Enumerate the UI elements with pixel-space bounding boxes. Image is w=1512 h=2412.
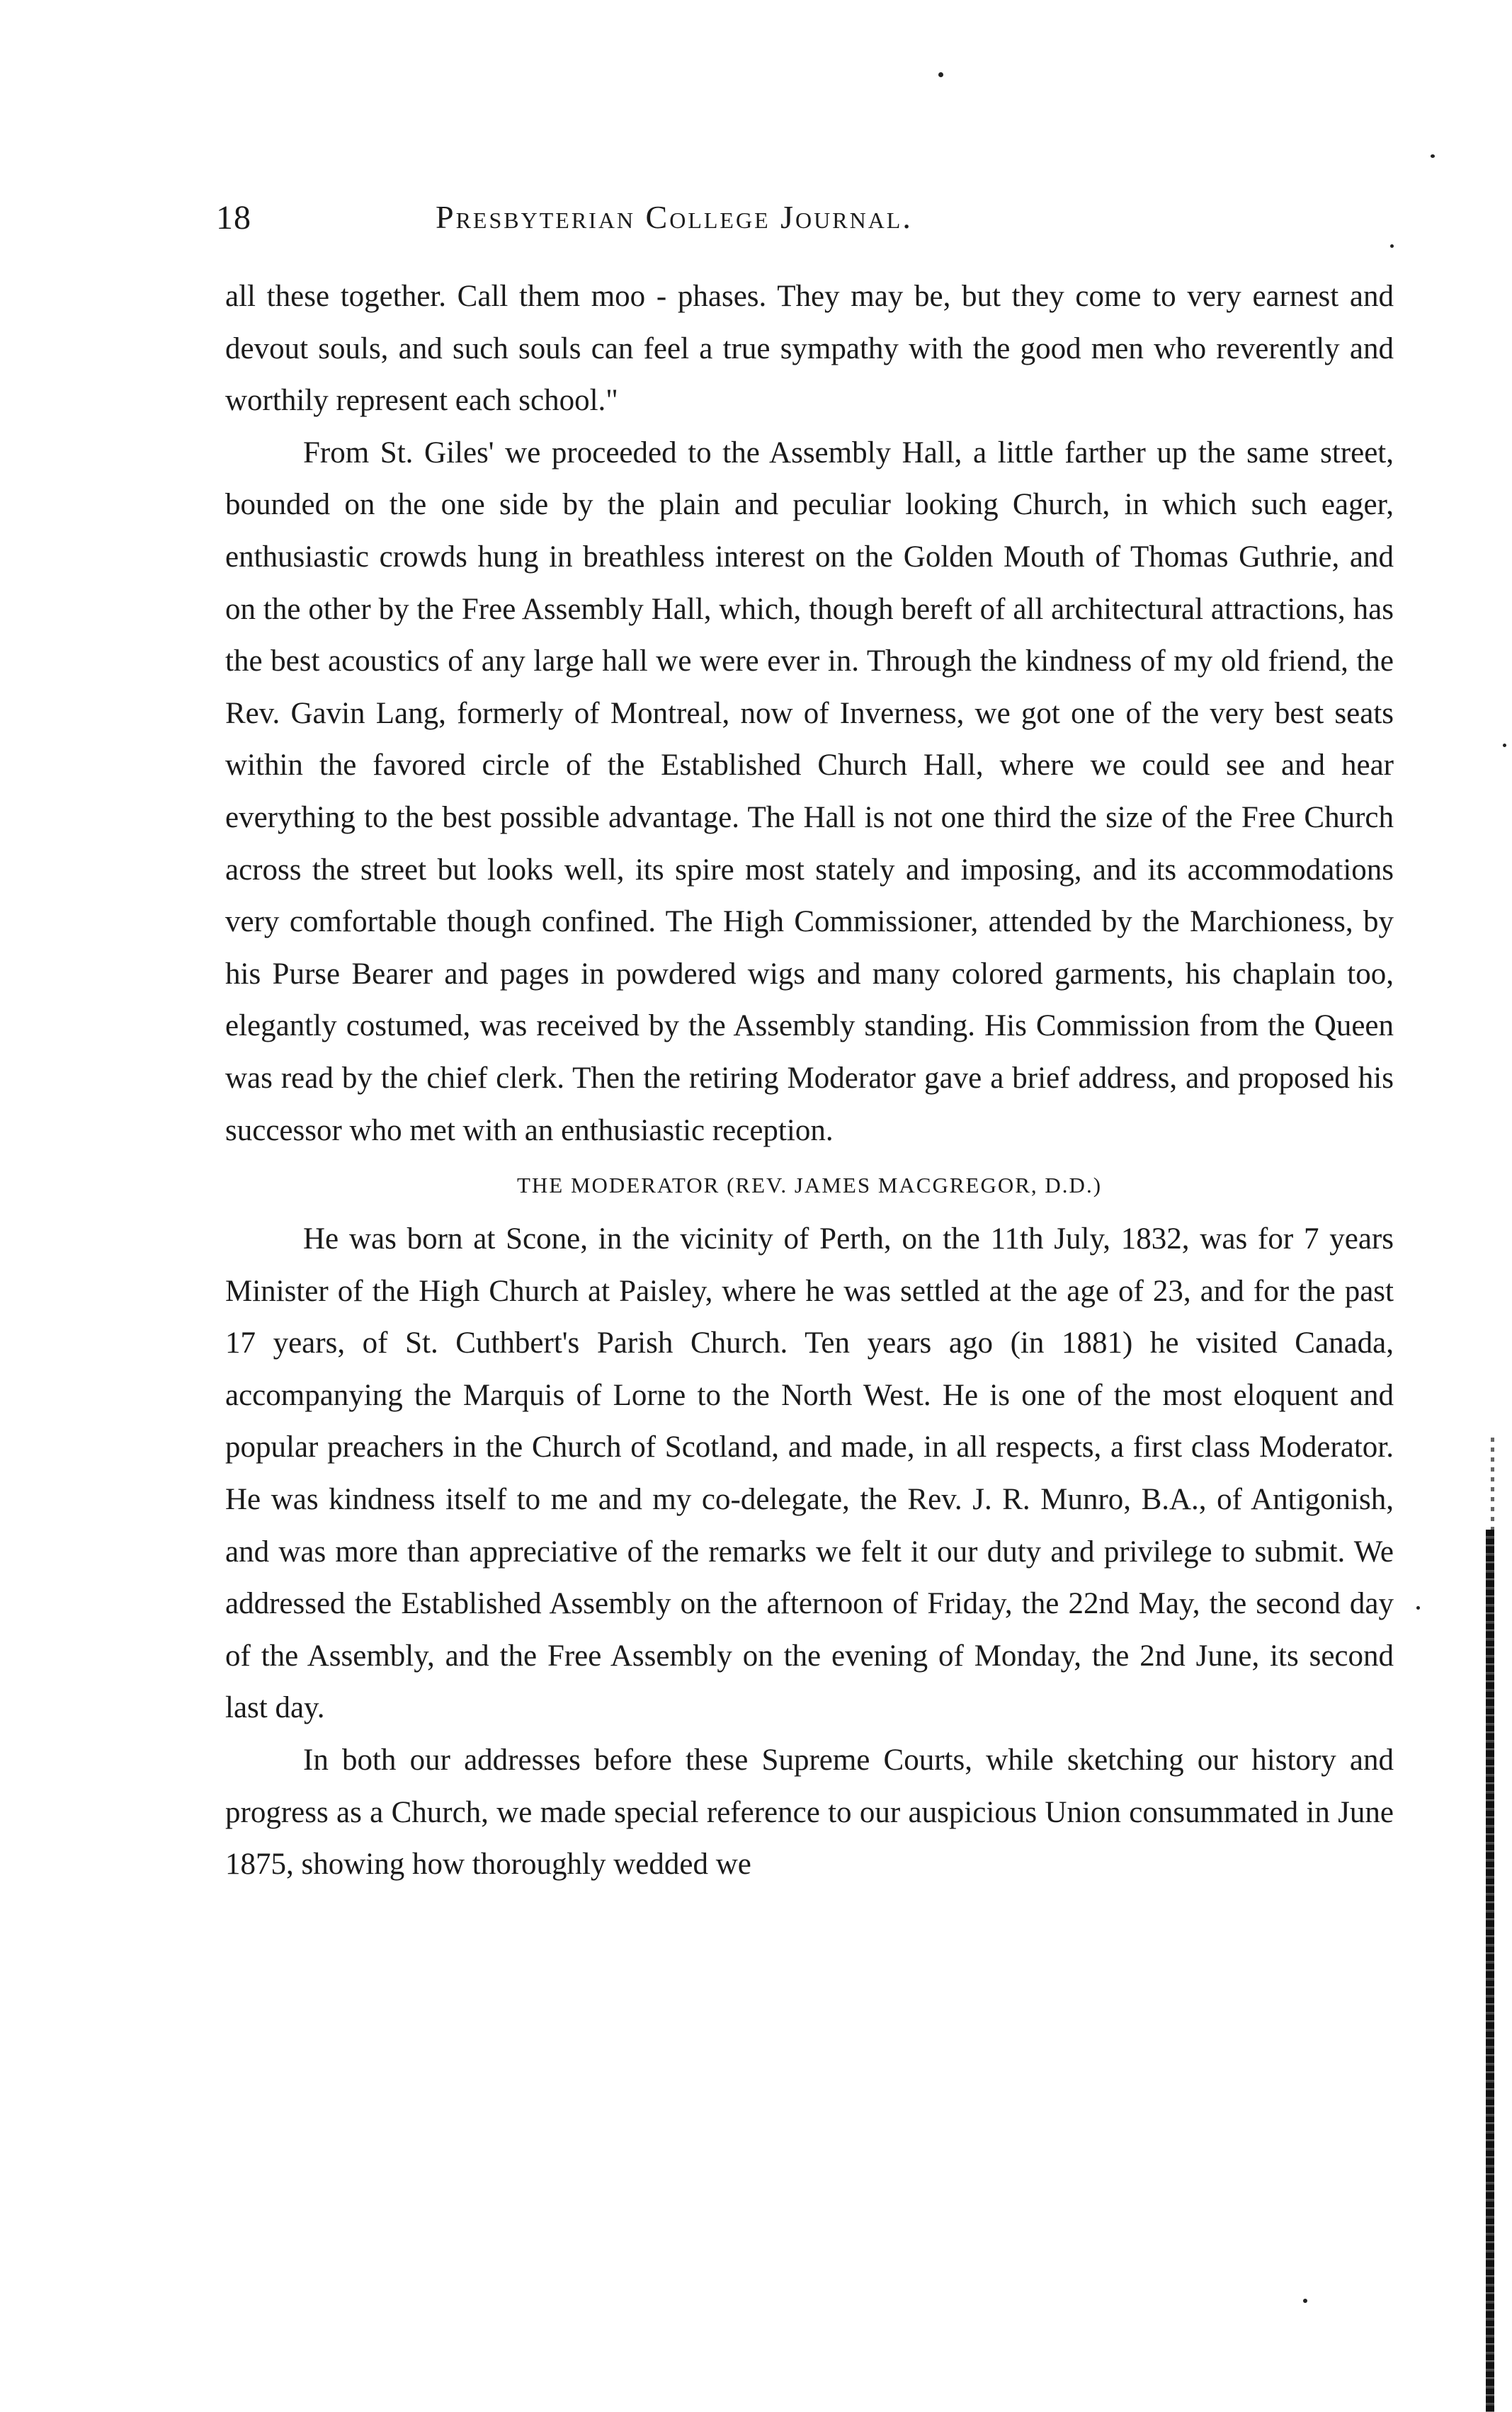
scan-speck bbox=[938, 72, 943, 77]
body-text bbox=[225, 271, 1394, 1891]
paragraph-moderator: He was born at Scone, in the vicinity of Perth, on the 11th July, 1832, was for 7 years Minister of the High Church at Paisley, where he was settled at the age of 23, and for the past 17 years, of St. Cuthbert's Parish Church. Ten years ago (in 1881) he visited Canada, accompanying the Marquis of Lorne to the North West. He is one of the most eloquent and popular preachers in the Church of Scotland, and made, in all respects, a first class Moderator. He was kindness itself to me and my co-delegate, the Rev. J. R. Munro, B.A., of Antigonish, and was more than appreciative of the remarks we felt it our duty and privilege to submit. We addressed the Established Assembly on the afternoon of Friday, the 22nd May, the second day of the Assembly, and the Free Assembly on the evening of Monday, the 2nd June, its second last day. bbox=[225, 1222, 1394, 1725]
scan-speck bbox=[1303, 2299, 1307, 2303]
scan-speck bbox=[1431, 154, 1435, 158]
scan-speck bbox=[1390, 244, 1394, 248]
scan-edge-artifact bbox=[1486, 1530, 1494, 2412]
scan-speck bbox=[1416, 1606, 1420, 1610]
section-subheading: THE MODERATOR (REV. JAMES MACGREGOR, D.D.) bbox=[516, 1173, 1103, 1198]
running-title: Presbyterian College Journal. bbox=[436, 199, 913, 235]
page-header bbox=[216, 198, 1399, 255]
paragraph-continued: all these together. Call them moo - phases. They may be, but they come to very earnest and devout souls, and such souls can feel a true sympathy with the good men who reverently and worthily represent each school." bbox=[225, 280, 1394, 418]
scan-speck bbox=[1503, 744, 1506, 747]
paragraph-assembly-hall: From St. Giles' we proceeded to the Assembly Hall, a little farther up the same street, bounded on the one side by the plain and peculiar looking Church, in which such eager, enthusiastic crowds hung in breathless interest on the Golden Mouth of Thomas Guthrie, and on the other by the Free Assembly Hall, which, though bereft of all architectural attractions, has the best acoustics of any large hall we were ever in. Through the kindness of my old friend, the Rev. Gavin Lang, formerly of Montreal, now of Inverness, we got one of the very best seats within the favored circle of the Established Church Hall, where we could see and hear everything to the best possible advantage. The Hall is not one third the size of the Free Church across the street but looks well, its spire most stately and imposing, and its accommodations very comfortable though confined. The High Commissioner, attended by the Marchioness, by his Purse Bearer and pages in powdered wigs and many colored garments, his chaplain too, elegantly costumed, was received by the Assembly standing. His Commission from the Queen was read by the chief clerk. Then the retiring Moderator gave a brief address, and proposed his successor who met with an enthusiastic reception. bbox=[225, 436, 1394, 1147]
paragraph-addresses: In both our addresses before these Supreme Courts, while sketching our history and progress as a Church, we made special reference to our auspicious Union consummated in June 1875, showing how thoroughly wedded we bbox=[225, 1743, 1394, 1882]
page-number: 18 bbox=[216, 199, 251, 237]
